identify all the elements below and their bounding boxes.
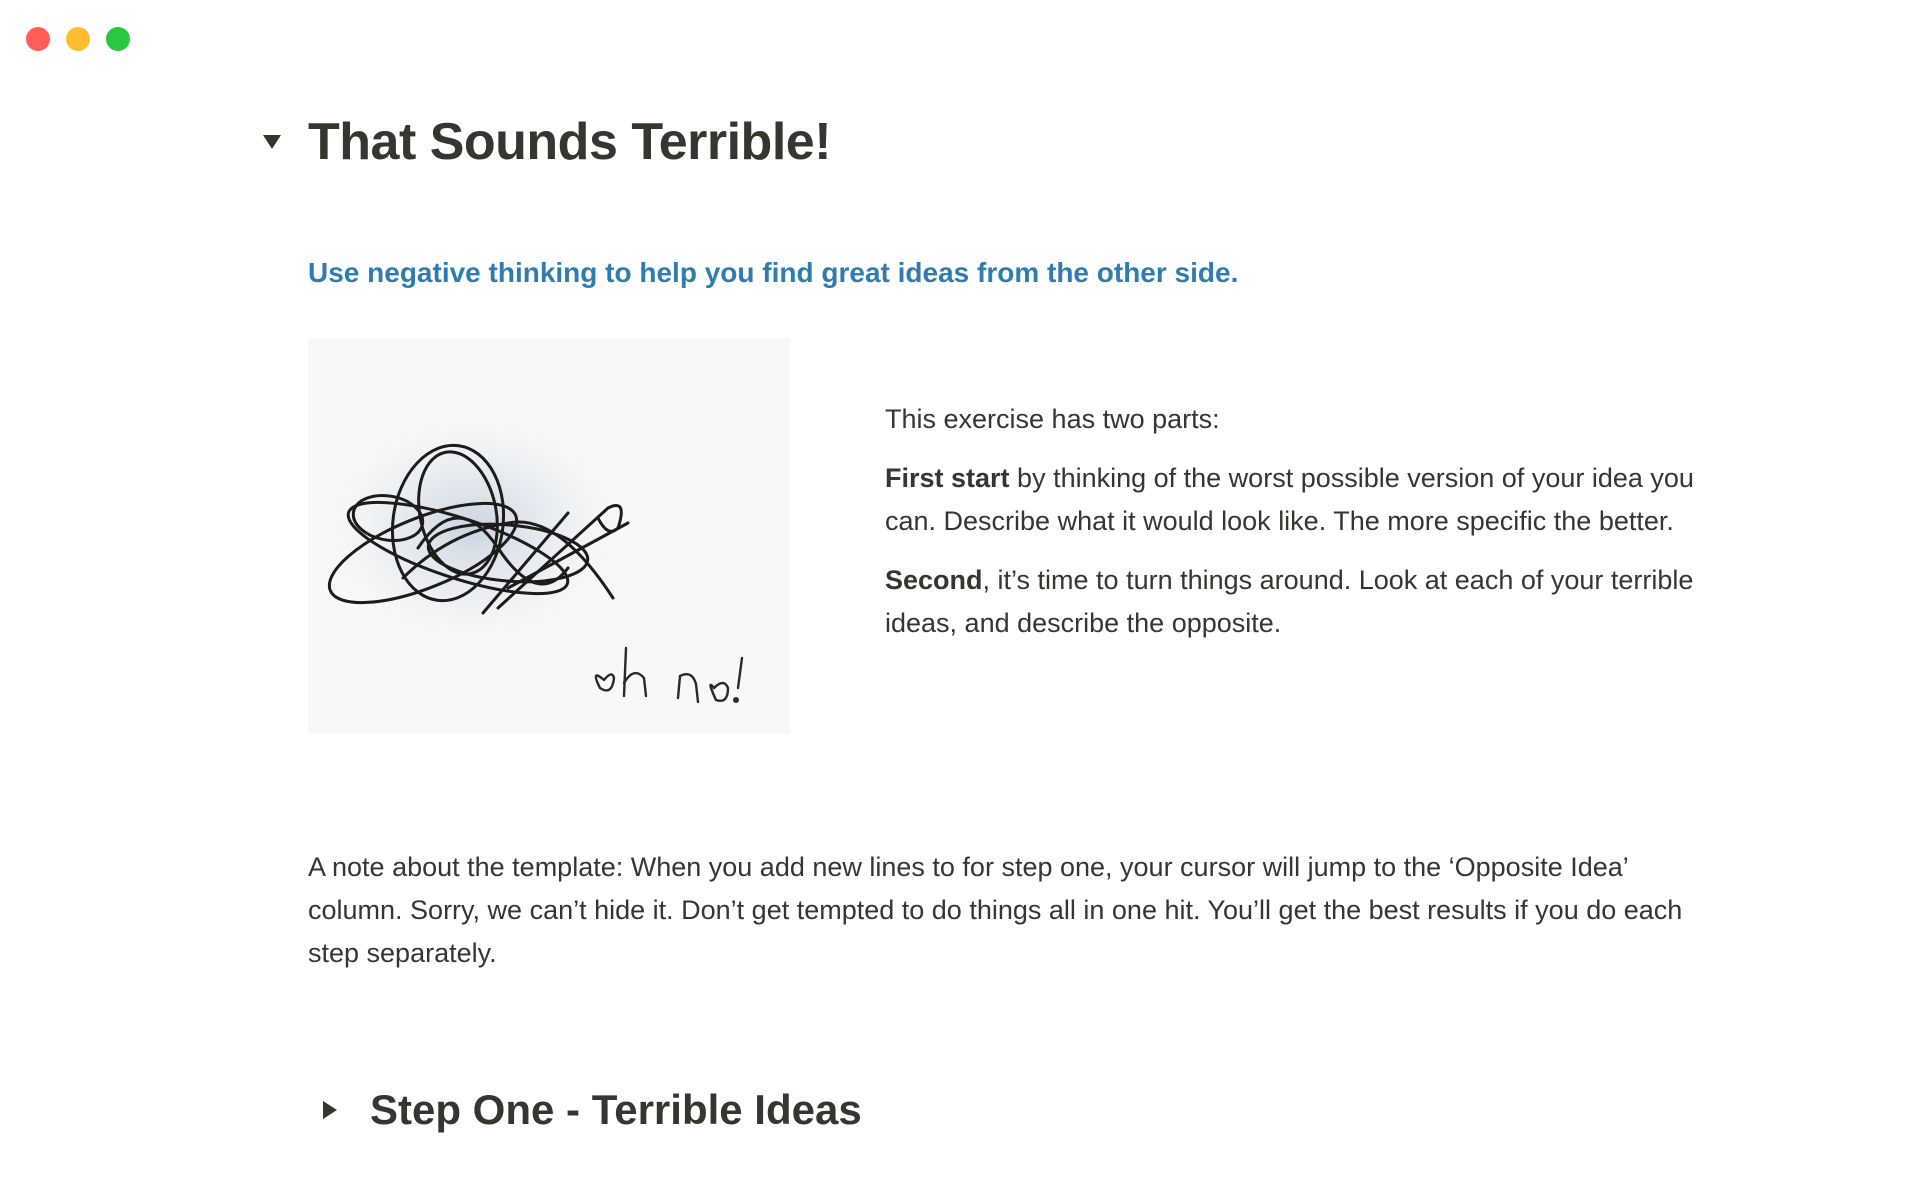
close-window-button[interactable] [26, 27, 50, 51]
toggle-heading-step-one [316, 1086, 862, 1134]
step2-bold: Second [885, 565, 983, 595]
lead-text[interactable]: Use negative thinking to help you find great ideas from the other side. [308, 257, 1239, 288]
exercise-description [885, 398, 1705, 661]
step1-text[interactable] [885, 457, 1705, 543]
step2-text[interactable] [885, 559, 1705, 645]
section-heading[interactable]: Step One - Terrible Ideas [370, 1086, 862, 1133]
step1-rest: by thinking of the worst possible version of your idea you can. Describe what it would look like. The more specific the better. [885, 463, 1694, 536]
zoom-window-button[interactable] [106, 27, 130, 51]
window-controls [26, 27, 130, 51]
step2-rest: , it’s time to turn things around. Look at each of your terrible ideas, and describe the opposite. [885, 565, 1694, 638]
scribble-illustration [308, 338, 790, 734]
page-title[interactable]: That Sounds Terrible! [308, 113, 832, 171]
toggle-collapsed-icon[interactable] [316, 1096, 344, 1124]
template-note[interactable]: A note about the template: When you add new lines to for step one, your cursor will jump to the ‘Opposite Idea’ column. Sorry, we can’t hide it. Don’t get tempted to do things all in one hit. You’ll get the best results if you do each step separately. [308, 852, 1683, 968]
intro-text[interactable]: This exercise has two parts: [885, 404, 1220, 434]
toggle-heading-main [258, 112, 831, 172]
toggle-expanded-icon[interactable] [258, 128, 286, 156]
step1-bold: First start [885, 463, 1010, 493]
minimize-window-button[interactable] [66, 27, 90, 51]
